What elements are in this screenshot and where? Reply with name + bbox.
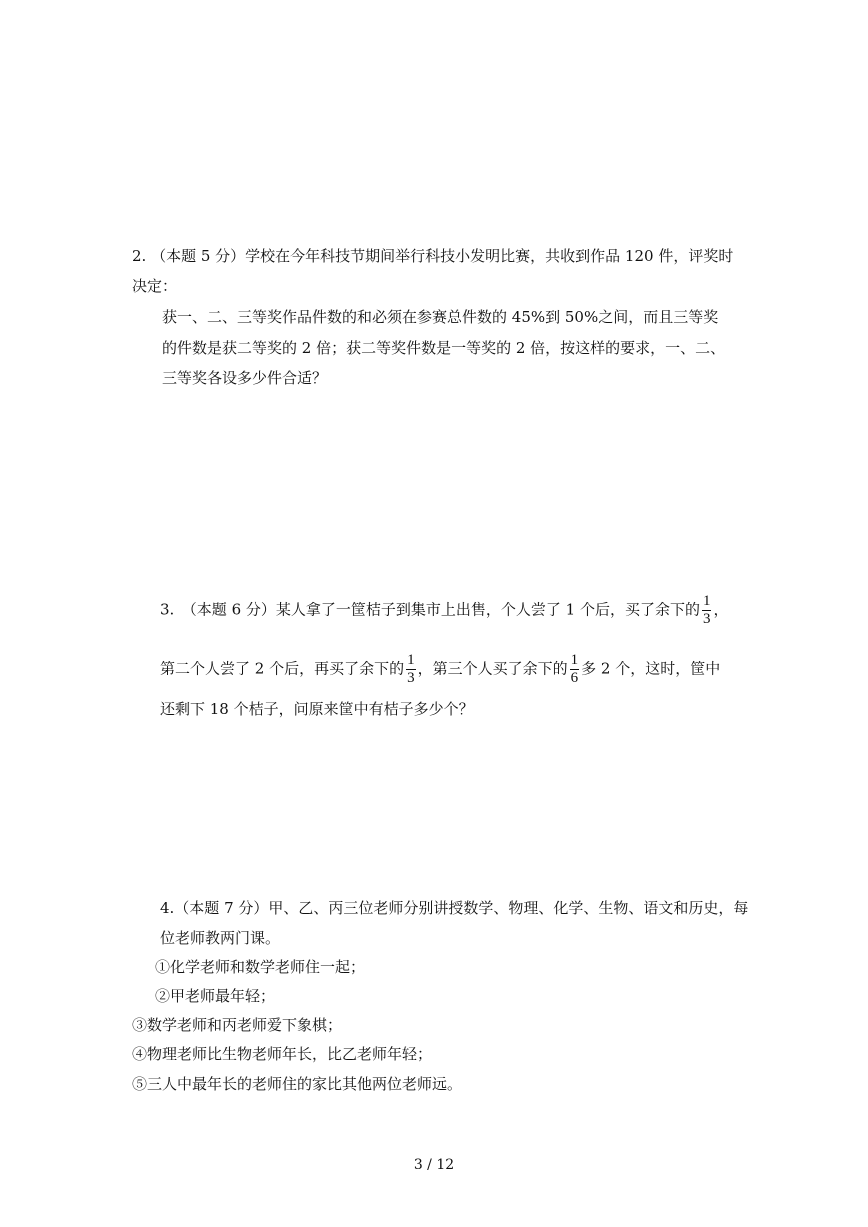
q4-clue-5: ⑤三人中最年长的老师住的家比其他两位老师远。 bbox=[132, 1075, 463, 1093]
fraction-numerator: 1 bbox=[702, 593, 711, 609]
fraction-numerator: 1 bbox=[407, 652, 415, 668]
q2-line-5: 三等奖各设多少件合适？ bbox=[162, 369, 328, 387]
q3-line-1 bbox=[160, 593, 729, 628]
q4-clue-4: ④物理老师比生物老师年长，比乙老师年轻； bbox=[132, 1045, 433, 1063]
q3-line-3: 还剩下 18 个桔子，问原来筐中有桔子多少个？ bbox=[160, 700, 474, 718]
q4-clue-1: ①化学老师和数学老师住一起； bbox=[155, 958, 366, 976]
q2-line-3: 获一、二、三等奖作品件数的和必须在参赛总件数的 45%到 50%之间，而且三等奖 bbox=[162, 308, 719, 326]
q2-line-4: 的件数是获二等奖的 2 倍；获二等奖件数是一等奖的 2 倍，按这样的要求，一、二、 bbox=[162, 339, 726, 357]
q3-line-1-text-a: 3. （本题 6 分）某人拿了一筐桔子到集市上出售，个人尝了 1 个后，买了余下的 bbox=[160, 600, 700, 619]
fraction-denominator: 3 bbox=[702, 611, 711, 627]
q4-clue-2: ②甲老师最年轻； bbox=[155, 987, 276, 1005]
q4-line-1: 4.（本题 7 分）甲、乙、丙三位老师分别讲授数学、物理、化学、生物、语文和历史，每 bbox=[160, 899, 749, 917]
q2-line-1: 2. （本题 5 分）学校在今年科技节期间举行科技小发明比赛，共收到作品 120 件，评奖时 bbox=[132, 247, 734, 265]
q4-clue-3: ③数学老师和丙老师爱下象棋； bbox=[132, 1016, 343, 1034]
q3-fraction-one-third bbox=[406, 652, 416, 687]
page-number: 3 / 12 bbox=[413, 1157, 455, 1173]
q3-fraction-one-third bbox=[702, 593, 712, 628]
q3-line-1-text-b: ， bbox=[713, 600, 729, 619]
q2-line-2: 决定： bbox=[132, 277, 178, 295]
q3-fraction-one-sixth bbox=[570, 652, 580, 687]
fraction-denominator: 3 bbox=[407, 670, 415, 686]
q4-line-2: 位老师教两门课。 bbox=[160, 929, 281, 947]
fraction-numerator: 1 bbox=[570, 652, 579, 668]
q3-line-2-text-b: ，第三个人买了余下的 bbox=[417, 659, 568, 678]
q3-line-2 bbox=[160, 652, 720, 687]
q3-line-2-text-c: 多 2 个，这时，筐中 bbox=[581, 659, 721, 678]
fraction-denominator: 6 bbox=[570, 670, 579, 686]
q3-line-2-text-a: 第二个人尝了 2 个后，再买了余下的 bbox=[160, 659, 405, 678]
